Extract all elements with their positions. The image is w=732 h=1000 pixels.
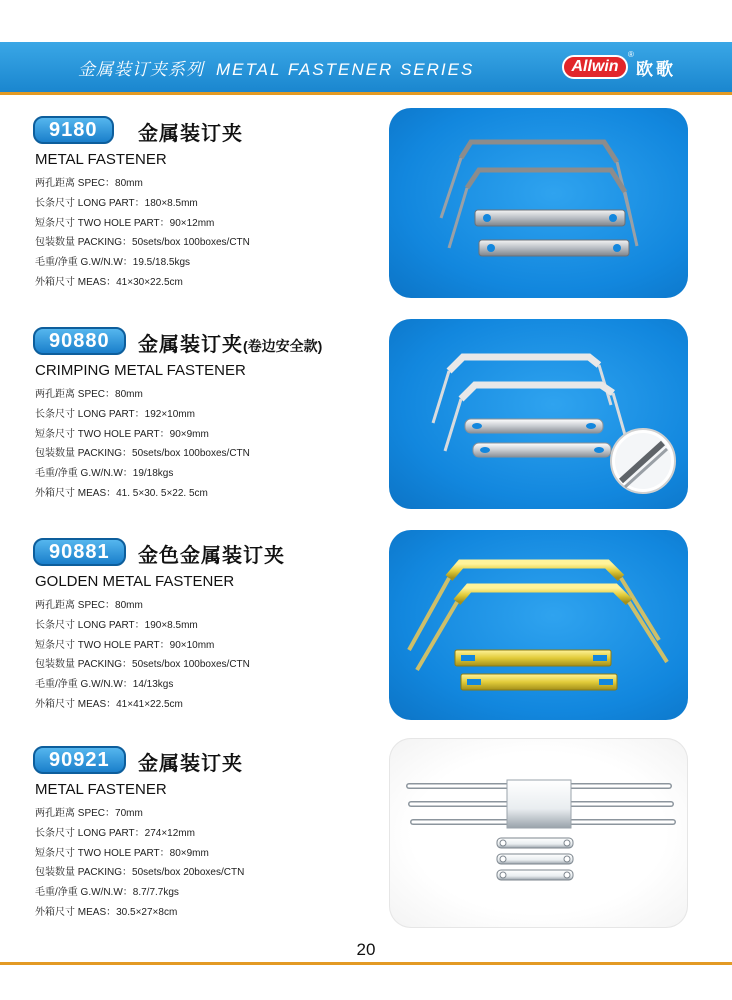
product-title-cn [138, 747, 243, 776]
spec-item: 毛重/净重 G.W/N.W：8.7/7.7kgs [35, 887, 179, 899]
spec-item: 短条尺寸 TWO HOLE PART：90×10mm [35, 639, 215, 651]
spec-item: 外箱尺寸 MEAS：30.5×27×8cm [35, 906, 178, 918]
page-header [0, 42, 732, 95]
spec-item: 短条尺寸 TWO HOLE PART：90×9mm [35, 428, 209, 440]
spec-item: 毛重/净重 G.W/N.W：19/18kgs [35, 468, 174, 480]
product-title-en: CRIMPING METAL FASTENER [35, 362, 246, 379]
product-photo [389, 530, 688, 720]
product-photo [389, 108, 688, 298]
product-code-badge: 90881 [33, 538, 126, 566]
product-title-cn-sub: (卷边安全款) [243, 338, 323, 354]
brand-logo: Allwin [562, 55, 628, 79]
spec-item: 外箱尺寸 MEAS：41. 5×30. 5×22. 5cm [35, 487, 208, 499]
fastener-illustration [389, 530, 688, 720]
spec-item: 毛重/净重 G.W/N.W：14/13kgs [35, 679, 174, 691]
spec-item: 两孔距离 SPEC：80mm [35, 600, 143, 611]
product-title-cn [138, 117, 243, 146]
spec-item: 两孔距离 SPEC：70mm [35, 808, 143, 819]
spec-item: 包装数量 PACKING：50sets/box 100boxes/CTN [35, 237, 250, 249]
registered-mark: ® [628, 50, 634, 59]
product-photo [389, 738, 688, 928]
spec-item: 长条尺寸 LONG PART：274×12mm [35, 827, 195, 839]
product-title-cn-main: 金色金属装订夹 [138, 545, 285, 567]
spec-item: 毛重/净重 G.W/N.W：19.5/18.5kgs [35, 257, 191, 269]
product-code-badge: 90880 [33, 327, 126, 355]
product-title-en: GOLDEN METAL FASTENER [35, 573, 235, 590]
spec-list [35, 596, 250, 715]
spec-item: 包装数量 PACKING：50sets/box 100boxes/CTN [35, 659, 250, 671]
product-code-badge: 90921 [33, 746, 126, 774]
product-photo [389, 319, 688, 509]
product-title-cn [138, 328, 322, 357]
page-number: 20 [356, 940, 376, 959]
product-title-cn [138, 539, 285, 568]
header-title-en: METAL FASTENER SERIES [216, 60, 475, 79]
spec-list [35, 385, 250, 504]
product-90880 [0, 327, 732, 527]
fastener-illustration [389, 108, 688, 298]
spec-item: 短条尺寸 TWO HOLE PART：90×12mm [35, 217, 215, 229]
product-title-cn-main: 金属装订夹 [138, 123, 243, 145]
product-title-en: METAL FASTENER [35, 781, 167, 798]
footer-divider [0, 962, 732, 965]
spec-item: 长条尺寸 LONG PART：180×8.5mm [35, 197, 198, 209]
spec-item: 包装数量 PACKING：50sets/box 20boxes/CTN [35, 867, 245, 879]
spec-list [35, 804, 244, 923]
spec-item: 外箱尺寸 MEAS：41×41×22.5cm [35, 698, 183, 710]
spec-item: 两孔距离 SPEC：80mm [35, 389, 143, 400]
product-title-cn-main: 金属装订夹 [138, 753, 243, 775]
product-9180 [0, 116, 732, 316]
spec-item: 短条尺寸 TWO HOLE PART：80×9mm [35, 847, 209, 859]
spec-item: 长条尺寸 LONG PART：192×10mm [35, 408, 195, 420]
product-title-cn-main: 金属装订夹 [138, 334, 243, 356]
header-title [78, 55, 474, 80]
spec-list [35, 174, 250, 293]
product-code-badge: 9180 [33, 116, 114, 144]
fastener-illustration [389, 738, 688, 928]
spec-item: 两孔距离 SPEC：80mm [35, 178, 143, 189]
spec-item: 长条尺寸 LONG PART：190×8.5mm [35, 619, 198, 631]
product-title-en: METAL FASTENER [35, 151, 167, 168]
product-90881 [0, 538, 732, 738]
product-90921 [0, 746, 732, 946]
header-title-cn: 金属装订夹系列 [78, 60, 204, 79]
brand-logo-cn: 欧歌 [636, 60, 676, 79]
fastener-illustration [389, 319, 688, 509]
spec-item: 外箱尺寸 MEAS：41×30×22.5cm [35, 276, 183, 288]
spec-item: 包装数量 PACKING：50sets/box 100boxes/CTN [35, 448, 250, 460]
